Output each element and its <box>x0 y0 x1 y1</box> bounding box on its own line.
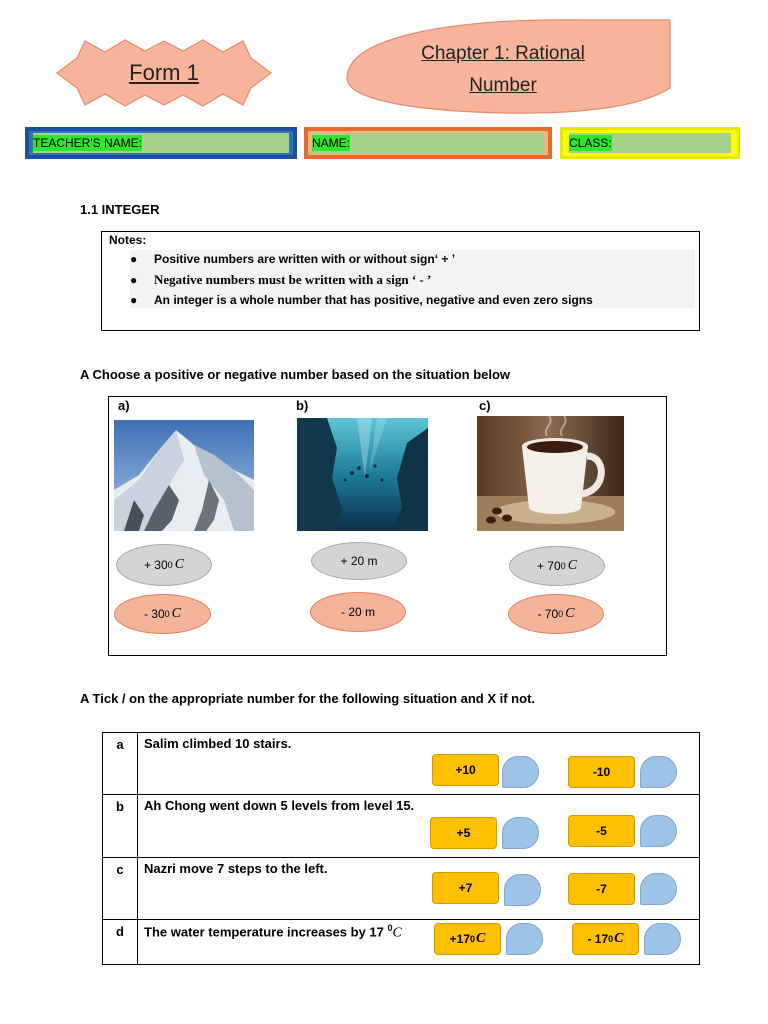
option-a-negative[interactable]: - 30 0 C <box>114 594 211 634</box>
section-tick-title: A Tick / on the appropriate number for the following situation and X if not. <box>80 691 536 706</box>
section-integer-title: 1.1 INTEGER <box>80 202 160 217</box>
tick-table <box>102 732 700 965</box>
row-letter: b <box>103 795 138 858</box>
item-label-b: b) <box>296 398 309 413</box>
form-title: Form 1 <box>129 60 199 85</box>
option-c-negative[interactable]: - 70 0 C <box>508 594 604 634</box>
student-name-label: NAME: <box>312 136 351 150</box>
tick-box[interactable] <box>502 817 539 849</box>
coffee-image <box>477 416 624 531</box>
note-item: ● An integer is a whole number that has positive, negative and even zero signs <box>130 293 593 307</box>
chapter-title <box>390 38 616 102</box>
teacher-name-label: TEACHER'S NAME: <box>33 136 142 150</box>
student-name-field[interactable] <box>350 133 544 153</box>
option-c-positive[interactable]: + 70 0 C <box>509 546 605 586</box>
row-question: Nazri move 7 steps to the left. +7 -7 <box>138 858 700 920</box>
note-item: ● Negative numbers must be written with a sign ‘ - ’ <box>130 272 432 287</box>
underwater-image <box>297 418 428 531</box>
notes-title: Notes: <box>109 233 147 247</box>
answer-option: +10 <box>432 754 499 786</box>
tick-box[interactable] <box>640 873 677 905</box>
note-item: ● Positive numbers are written with or without sign‘ + ’ <box>130 252 456 266</box>
class-field[interactable] <box>612 133 731 153</box>
table-row <box>103 795 700 858</box>
table-row <box>103 733 700 795</box>
row-letter: d <box>103 920 138 965</box>
table-row <box>103 920 700 965</box>
row-question: Salim climbed 10 stairs. +10 -10 <box>138 733 700 795</box>
row-question: The water temperature increases by 17 $^0$C +17 0 C - 17 0 C <box>138 920 700 965</box>
item-label-a: a) <box>118 398 130 413</box>
option-b-positive[interactable]: + 20 m <box>311 542 407 580</box>
table-row <box>103 858 700 920</box>
row-letter: c <box>103 858 138 920</box>
answer-option: -10 <box>568 756 635 788</box>
tick-box[interactable] <box>640 756 677 788</box>
bullet-icon: ● <box>130 273 138 287</box>
class-box <box>560 127 740 159</box>
chapter-title-line2: Number <box>469 75 537 96</box>
mountain-image <box>114 420 254 531</box>
teacher-name-box <box>25 127 297 159</box>
answer-option: -7 <box>568 873 635 905</box>
class-label: CLASS: <box>569 136 612 150</box>
tick-box[interactable] <box>640 815 677 847</box>
student-name-box <box>304 127 552 159</box>
option-a-positive[interactable]: + 30 0 C <box>116 544 212 586</box>
answer-option: - 17 0 C <box>572 923 639 955</box>
option-b-negative[interactable]: - 20 m <box>310 592 406 632</box>
section-choose-title: A Choose a positive or negative number based on the situation below <box>80 367 511 382</box>
answer-option: +17 0 C <box>434 923 501 955</box>
tick-box[interactable] <box>644 923 681 955</box>
answer-option: +7 <box>432 872 499 904</box>
answer-option: +5 <box>430 817 497 849</box>
teacher-name-field[interactable] <box>142 133 289 153</box>
row-question: Ah Chong went down 5 levels from level 15. +5 -5 <box>138 795 700 858</box>
item-label-c: c) <box>479 398 491 413</box>
row-letter: a <box>103 733 138 795</box>
bullet-icon: ● <box>130 293 138 307</box>
answer-option: -5 <box>568 815 635 847</box>
tick-box[interactable] <box>504 874 541 906</box>
tick-box[interactable] <box>502 756 539 788</box>
bullet-icon: ● <box>130 252 138 266</box>
chapter-title-line1: Chapter 1: Rational <box>421 43 585 64</box>
tick-box[interactable] <box>506 923 543 955</box>
